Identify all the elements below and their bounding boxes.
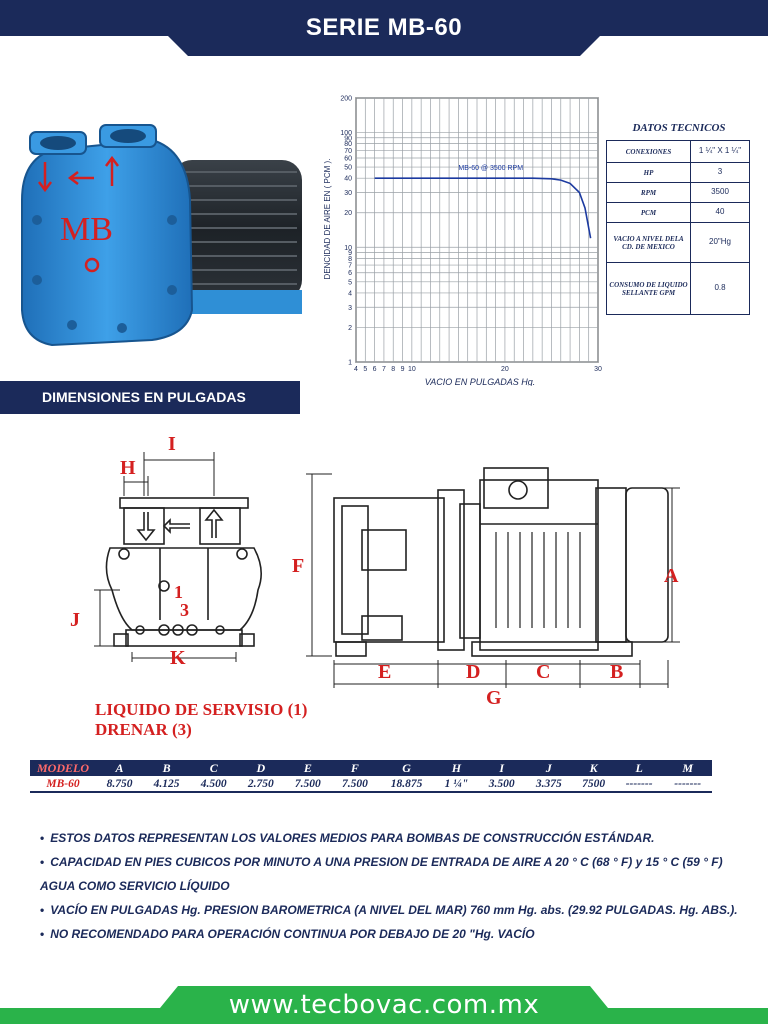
chart-y-tick-label: 80 <box>344 141 352 149</box>
chart-series-line <box>375 178 591 238</box>
note-liquido-servicio: LIQUIDO DE SERVISIO (1) <box>95 700 308 719</box>
pump-side-view <box>334 468 668 656</box>
datos-tecnicos-panel <box>606 122 752 315</box>
datos-label: VACIO A NIVEL DELA CD. DE MEXICO <box>607 223 691 263</box>
dims-cell: MB-60 <box>30 776 96 792</box>
chart-y-axis-label: DENCIDAD DE AIRE EN ( PCM ). <box>323 158 332 280</box>
footnote-text: AGUA COMO SERVICIO LÍQUIDO <box>40 879 230 893</box>
dimension-drawings <box>40 420 740 720</box>
dims-header-cell: L <box>615 760 664 776</box>
chart-x-ticks <box>354 366 602 373</box>
dims-cell: 18.875 <box>378 776 434 792</box>
datos-value: 3 <box>691 163 750 183</box>
datos-row <box>607 183 750 203</box>
footnote-text: NO RECOMENDADO PARA OPERACIÓN CONTINUA POR DEBAJO DE 20 "Hg. VACÍO <box>50 927 535 941</box>
dims-header-cell: I <box>478 760 525 776</box>
dim-label-c: C <box>536 661 551 683</box>
chart-x-tick-label: 8 <box>391 366 396 373</box>
bullet-dot: • <box>40 903 45 917</box>
dims-cell: 2.750 <box>237 776 284 792</box>
chart-x-tick-label: 7 <box>381 366 386 373</box>
datos-row <box>607 163 750 183</box>
performance-chart <box>318 86 608 386</box>
dimensions-heading: DIMENSIONES EN PULGADAS <box>0 381 300 414</box>
dims-cell: 7.500 <box>284 776 331 792</box>
dim-label-a: A <box>664 565 679 587</box>
dims-header-cell: J <box>525 760 572 776</box>
dim-label-f: F <box>292 555 305 577</box>
chart-y-tick-label: 50 <box>344 164 352 172</box>
dims-cell: 3.500 <box>478 776 525 792</box>
chart-x-axis-label: VACIO EN PULGADAS Hg. <box>424 377 536 386</box>
dims-cell: 7500 <box>572 776 615 792</box>
dimensions-table <box>30 760 712 793</box>
dims-cell: ------- <box>663 776 712 792</box>
dims-header-cell: E <box>284 760 331 776</box>
chart-y-ticks <box>340 96 352 367</box>
datos-value: 0.8 <box>691 263 750 315</box>
pump-cast-text: MB <box>60 211 113 248</box>
footnote-item <box>40 826 740 850</box>
port-notes <box>95 700 307 740</box>
chart-x-tick-label: 9 <box>400 366 405 373</box>
port-label-1: 1 <box>174 582 183 602</box>
dimensions-data-row <box>30 776 712 792</box>
footnote-item <box>40 850 740 874</box>
dim-label-g: G <box>486 687 502 709</box>
footnote-text: CAPACIDAD EN PIES CUBICOS POR MINUTO A UNA PRESION DE ENTRADA DE AIRE A 20 ° C (68 ° F) y 15 ° C (59 ° F) <box>50 855 723 869</box>
bullet-dot: • <box>40 831 45 845</box>
dimensions-header-row <box>30 760 712 776</box>
chart-y-tick-label: 5 <box>348 279 352 287</box>
chart-x-tick-label: 20 <box>501 366 509 373</box>
dim-label-k: K <box>170 647 186 669</box>
chart-y-tick-label: 8 <box>348 255 352 263</box>
chart-y-tick-label: 3 <box>348 304 352 312</box>
dim-label-i: I <box>168 433 176 455</box>
chart-y-tick-label: 90 <box>344 135 352 143</box>
dims-header-cell: F <box>331 760 378 776</box>
dims-cell: 4.500 <box>190 776 237 792</box>
datos-row <box>607 223 750 263</box>
dim-label-e: E <box>378 661 392 683</box>
dim-label-h: H <box>120 457 136 479</box>
chart-x-tick-label: 6 <box>372 366 377 373</box>
pump-front-view <box>106 498 261 646</box>
chart-y-tick-label: 9 <box>348 250 352 258</box>
chart-y-tick-label: 4 <box>348 290 352 298</box>
datos-label: PCM <box>607 203 691 223</box>
chart-x-tick-label: 10 <box>407 366 416 373</box>
chart-y-tick-label: 7 <box>348 262 352 270</box>
footnote-item <box>40 874 740 898</box>
website-link[interactable]: www.tecbovac.com.mx <box>228 990 540 1020</box>
dims-header-cell: K <box>572 760 615 776</box>
dims-cell: 8.750 <box>96 776 143 792</box>
dim-label-j: J <box>70 609 80 631</box>
dims-header-cell: M <box>663 760 712 776</box>
datos-value: 1 ¼" X 1 ¼" <box>691 141 750 163</box>
datos-label: RPM <box>607 183 691 203</box>
dims-cell: 3.375 <box>525 776 572 792</box>
dims-header-cell: A <box>96 760 143 776</box>
note-drenar: DRENAR (3) <box>95 720 192 739</box>
chart-y-tick-label: 6 <box>348 270 352 278</box>
dims-header-cell: D <box>237 760 284 776</box>
footnote-item <box>40 922 740 946</box>
footnote-text: VACÍO EN PULGADAS Hg. PRESION BAROMETRICA (A NIVEL DEL MAR) 760 mm Hg. abs. (29.92 PULGADAS. Hg. ABS.). <box>50 903 738 917</box>
chart-grid <box>356 98 598 362</box>
chart-y-tick-label: 200 <box>340 95 352 103</box>
chart-y-tick-label: 2 <box>348 324 352 332</box>
dim-label-b: B <box>610 661 624 683</box>
dims-cell: 1 ¼" <box>435 776 479 792</box>
datos-row <box>607 203 750 223</box>
pump-photo <box>12 110 312 370</box>
dim-label-d: D <box>466 661 481 683</box>
chart-y-tick-label: 10 <box>344 244 352 252</box>
chart-x-tick-label: 4 <box>354 366 358 373</box>
dims-header-cell: H <box>435 760 479 776</box>
chart-y-tick-label: 20 <box>344 210 352 218</box>
datos-row <box>607 263 750 315</box>
chart-y-tick-label: 40 <box>344 175 352 183</box>
port-label-3: 3 <box>180 600 189 620</box>
chart-y-tick-label: 100 <box>340 130 352 138</box>
chart-series-label: MB-60 @ 3500 RPM <box>458 165 524 173</box>
datos-label: CONEXIONES <box>607 141 691 163</box>
dims-header-cell: G <box>378 760 434 776</box>
page-title: SERIE MB-60 <box>305 14 463 41</box>
datos-value: 20"Hg <box>691 223 750 263</box>
datos-label: CONSUMO DE LIQUIDO SELLANTE GPM <box>607 263 691 315</box>
datos-value: 40 <box>691 203 750 223</box>
chart-x-tick-label: 5 <box>363 366 368 373</box>
chart-y-tick-label: 1 <box>348 359 352 367</box>
datos-value: 3500 <box>691 183 750 203</box>
dims-header-cell: MODELO <box>30 760 96 776</box>
footnote-item <box>40 898 740 922</box>
datos-table <box>606 140 750 315</box>
dims-header-cell: C <box>190 760 237 776</box>
dims-cell: ------- <box>615 776 664 792</box>
footnotes-list <box>40 826 740 946</box>
chart-x-tick-label: 30 <box>594 366 602 373</box>
datos-title: DATOS TECNICOS <box>632 122 726 134</box>
footnote-text: ESTOS DATOS REPRESENTAN LOS VALORES MEDIOS PARA BOMBAS DE CONSTRUCCIÓN ESTÁNDAR. <box>50 831 655 845</box>
bullet-dot: • <box>40 855 45 869</box>
dims-cell: 7.500 <box>331 776 378 792</box>
chart-y-tick-label: 60 <box>344 155 352 163</box>
chart-y-tick-label: 30 <box>344 190 352 198</box>
dims-cell: 4.125 <box>143 776 190 792</box>
bullet-dot: • <box>40 927 45 941</box>
chart-y-tick-label: 70 <box>344 147 352 155</box>
dims-header-cell: B <box>143 760 190 776</box>
datos-label: HP <box>607 163 691 183</box>
datos-row <box>607 141 750 163</box>
